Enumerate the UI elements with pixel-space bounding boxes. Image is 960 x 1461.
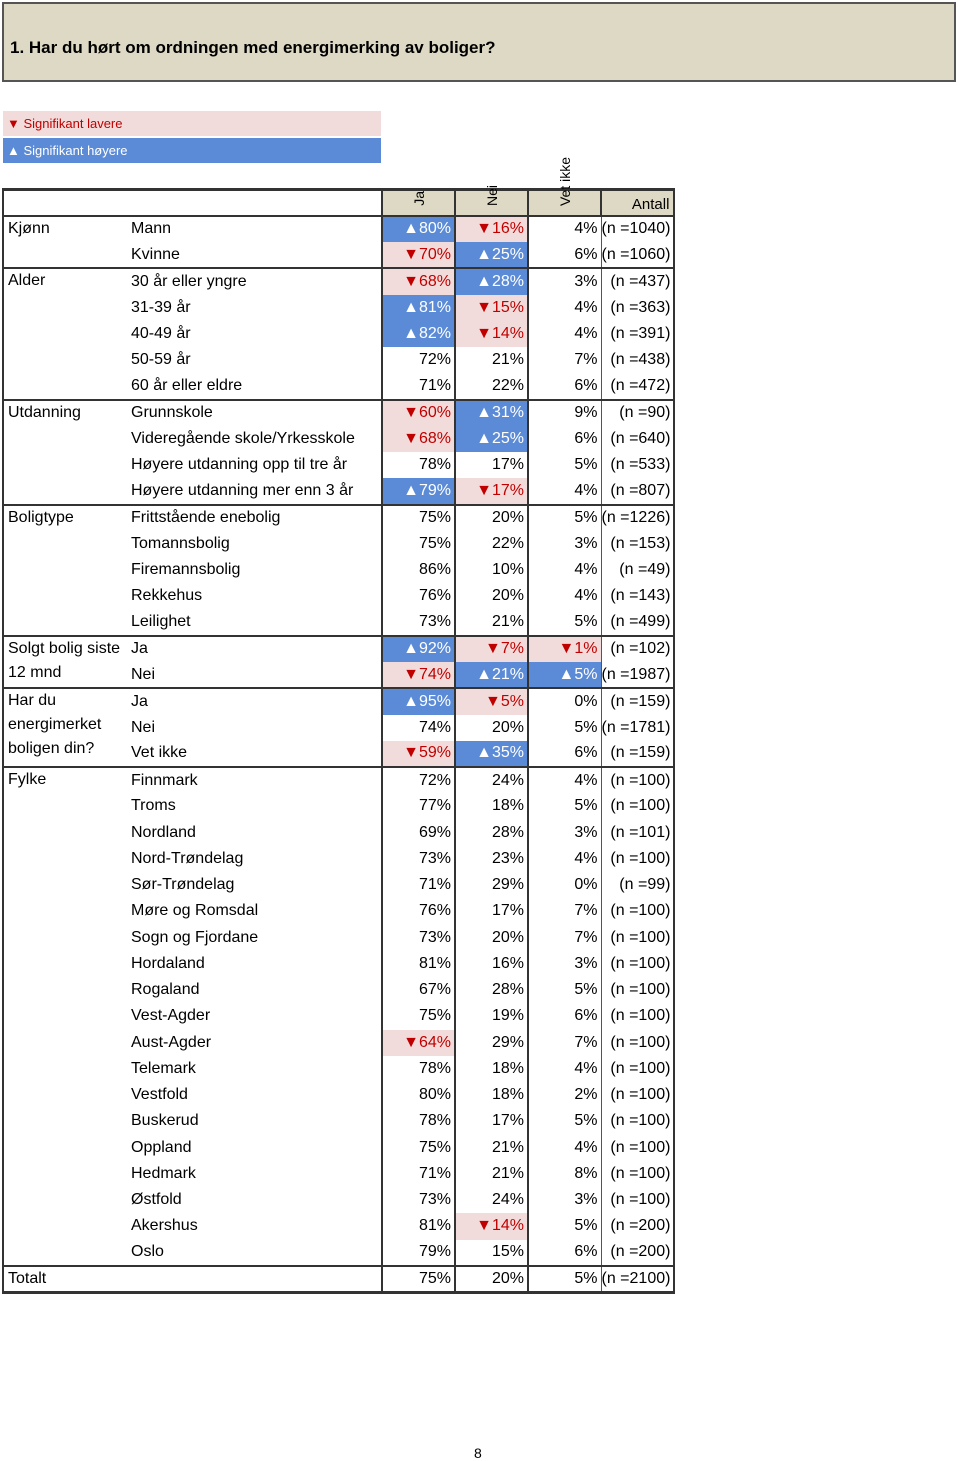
value-vet-ikke: 6% (528, 242, 601, 268)
value-ja: ▼59% (382, 741, 455, 767)
value-ja: 73% (382, 846, 455, 872)
row-label: Møre og Romsdal (131, 902, 259, 920)
value-antall: (n =100) (601, 977, 674, 1003)
group-label: Boligtype (3, 505, 125, 636)
row-label: Vet ikke (131, 744, 188, 762)
value-ja: 78% (382, 1056, 455, 1082)
row-label: Mann (125, 216, 382, 242)
value-ja: ▼70% (382, 242, 455, 268)
value-ja: 73% (382, 925, 455, 951)
value-vet-ikke: 6% (528, 1240, 601, 1266)
row-label: Nei (131, 665, 156, 683)
value-antall: (n =100) (601, 925, 674, 951)
value-ja: 77% (382, 793, 455, 819)
value-antall: (n =100) (601, 1108, 674, 1134)
value-ja: 73% (382, 610, 455, 636)
value-nei: 21% (455, 610, 528, 636)
value-ja: 75% (382, 531, 455, 557)
value-ja: 75% (382, 1003, 455, 1029)
value-vet-ikke: 4% (528, 478, 601, 504)
table-row (3, 400, 674, 426)
value-vet-ikke: 3% (528, 268, 601, 294)
value-antall: (n =90) (601, 400, 674, 426)
value-ja: 71% (382, 373, 455, 399)
value-vet-ikke: 7% (528, 347, 601, 373)
row-label: Vest-Agder (131, 1007, 211, 1025)
group-label: Fylke (3, 767, 125, 1266)
value-antall: (n =100) (601, 1187, 674, 1213)
value-antall: (n =438) (601, 347, 674, 373)
value-vet-ikke: 0% (528, 688, 601, 714)
group-label: Totalt (3, 1266, 125, 1293)
value-antall: (n =100) (601, 1003, 674, 1029)
value-antall: (n =200) (601, 1240, 674, 1266)
row-label: Hedmark (131, 1164, 196, 1182)
row-label: Rogaland (131, 981, 200, 999)
value-antall: (n =101) (601, 820, 674, 846)
value-ja: 69% (382, 820, 455, 846)
value-vet-ikke: 0% (528, 872, 601, 898)
value-vet-ikke: 8% (528, 1161, 601, 1187)
value-antall: (n =102) (601, 636, 674, 662)
value-antall: (n =1060) (601, 242, 674, 268)
value-nei: ▲21% (455, 662, 528, 688)
value-vet-ikke: 4% (528, 557, 601, 583)
value-ja: 74% (382, 715, 455, 741)
value-ja: 72% (382, 767, 455, 793)
value-vet-ikke: 7% (528, 1030, 601, 1056)
row-label: Buskerud (131, 1112, 199, 1130)
value-antall: (n =99) (601, 872, 674, 898)
value-vet-ikke: 4% (528, 295, 601, 321)
value-ja: ▲82% (382, 321, 455, 347)
value-ja: 79% (382, 1240, 455, 1266)
row-label: Nord-Trøndelag (131, 849, 244, 867)
row-label: Finnmark (125, 767, 382, 793)
value-antall: (n =437) (601, 268, 674, 294)
value-ja: 71% (382, 1161, 455, 1187)
row-label: 60 år eller eldre (131, 376, 243, 394)
value-ja: ▼64% (382, 1030, 455, 1056)
value-nei: 17% (455, 898, 528, 924)
value-ja: ▼68% (382, 426, 455, 452)
value-nei: ▼16% (455, 216, 528, 242)
value-nei: ▲31% (455, 400, 528, 426)
row-label: Kvinne (131, 245, 180, 263)
row-label: Ja (125, 688, 382, 714)
value-antall: (n =200) (601, 1213, 674, 1239)
group-label: Har du energimerket boligen din? (3, 688, 125, 767)
value-nei: 17% (455, 452, 528, 478)
value-nei: 20% (455, 505, 528, 531)
header-blank (3, 190, 382, 216)
value-vet-ikke: 5% (528, 977, 601, 1003)
row-label: Akershus (131, 1217, 198, 1235)
question-title: 1. Har du hørt om ordningen med energimerking av boliger? (10, 38, 496, 57)
value-nei: 28% (455, 977, 528, 1003)
column-header-vet-ikke: Vet ikke (528, 190, 601, 216)
value-ja: ▲80% (382, 216, 455, 242)
group-label: Kjønn (3, 216, 125, 269)
row-label: Hordaland (131, 954, 205, 972)
value-vet-ikke: 6% (528, 1003, 601, 1029)
value-nei: 24% (455, 767, 528, 793)
value-ja: 71% (382, 872, 455, 898)
value-antall: (n =100) (601, 951, 674, 977)
value-antall: (n =159) (601, 688, 674, 714)
value-nei: ▲25% (455, 426, 528, 452)
row-label: Sogn og Fjordane (131, 928, 259, 946)
table-row (3, 688, 674, 714)
value-vet-ikke: 4% (528, 321, 601, 347)
row-label: Videregående skole/Yrkesskole (131, 429, 355, 447)
row-label: Tomannsbolig (131, 534, 230, 552)
table-row (3, 636, 674, 662)
value-antall: (n =533) (601, 452, 674, 478)
value-vet-ikke: 5% (528, 715, 601, 741)
value-nei: 10% (455, 557, 528, 583)
value-nei: ▲35% (455, 741, 528, 767)
row-label: Firemannsbolig (131, 561, 241, 579)
value-vet-ikke: 3% (528, 951, 601, 977)
value-antall: (n =1987) (601, 662, 674, 688)
value-antall: (n =1226) (601, 505, 674, 531)
value-antall: (n =153) (601, 531, 674, 557)
value-antall: (n =49) (601, 557, 674, 583)
value-nei: ▲25% (455, 242, 528, 268)
value-antall: (n =100) (601, 767, 674, 793)
value-nei: ▲28% (455, 268, 528, 294)
legend-significantly-higher: ▲ Signifikant høyere (3, 138, 381, 163)
value-ja: 78% (382, 452, 455, 478)
value-vet-ikke: 5% (528, 452, 601, 478)
value-ja: 76% (382, 583, 455, 609)
value-ja: 75% (382, 1135, 455, 1161)
value-nei: ▼14% (455, 1213, 528, 1239)
value-nei: 24% (455, 1187, 528, 1213)
row-label: Østfold (131, 1191, 182, 1209)
value-antall: (n =100) (601, 1161, 674, 1187)
value-antall: (n =2100) (601, 1266, 674, 1293)
column-header-antall: Antall (601, 190, 674, 216)
value-nei: ▼14% (455, 321, 528, 347)
value-nei: 20% (455, 1266, 528, 1293)
value-antall: (n =159) (601, 741, 674, 767)
value-antall: (n =1781) (601, 715, 674, 741)
value-nei: 16% (455, 951, 528, 977)
value-nei: ▼7% (455, 636, 528, 662)
row-label: Leilighet (131, 613, 191, 631)
value-nei: 15% (455, 1240, 528, 1266)
row-label: Ja (125, 636, 382, 662)
value-ja: 75% (382, 1266, 455, 1293)
value-vet-ikke: 5% (528, 1213, 601, 1239)
row-label: Høyere utdanning mer enn 3 år (131, 481, 354, 499)
group-label: Solgt bolig siste 12 mnd (3, 636, 125, 689)
value-ja: ▲95% (382, 688, 455, 714)
table-row (3, 505, 674, 531)
value-nei: 28% (455, 820, 528, 846)
value-nei: 20% (455, 583, 528, 609)
value-nei: 17% (455, 1108, 528, 1134)
row-label: 40-49 år (131, 324, 191, 342)
value-antall: (n =143) (601, 583, 674, 609)
value-vet-ikke: 4% (528, 767, 601, 793)
group-label: Alder (3, 268, 125, 399)
value-vet-ikke: 3% (528, 1187, 601, 1213)
question-header (2, 2, 956, 82)
row-label: Nei (131, 718, 156, 736)
value-antall: (n =100) (601, 793, 674, 819)
column-header-nei: Nei (455, 190, 528, 216)
table-row (3, 767, 674, 793)
value-antall: (n =807) (601, 478, 674, 504)
group-label: Utdanning (3, 400, 125, 505)
value-vet-ikke: 5% (528, 505, 601, 531)
value-ja: ▲79% (382, 478, 455, 504)
value-vet-ikke: 3% (528, 820, 601, 846)
table-row (3, 268, 674, 294)
value-antall: (n =472) (601, 373, 674, 399)
value-nei: ▼15% (455, 295, 528, 321)
row-label: Nordland (131, 823, 196, 841)
value-nei: 22% (455, 531, 528, 557)
value-vet-ikke: 3% (528, 531, 601, 557)
value-ja: 75% (382, 505, 455, 531)
value-ja: 78% (382, 1108, 455, 1134)
value-nei: 29% (455, 872, 528, 898)
row-label: Vestfold (131, 1086, 188, 1104)
value-ja: 86% (382, 557, 455, 583)
table-row (3, 216, 674, 242)
row-label: Sør-Trøndelag (131, 876, 235, 894)
value-vet-ikke: 5% (528, 793, 601, 819)
value-vet-ikke: 5% (528, 610, 601, 636)
value-nei: 20% (455, 715, 528, 741)
value-vet-ikke: 7% (528, 925, 601, 951)
value-antall: (n =100) (601, 898, 674, 924)
row-label: Grunnskole (125, 400, 382, 426)
value-nei: 22% (455, 373, 528, 399)
value-vet-ikke: 6% (528, 741, 601, 767)
value-ja: 81% (382, 1213, 455, 1239)
value-antall: (n =1040) (601, 216, 674, 242)
value-ja: ▲81% (382, 295, 455, 321)
value-nei: 18% (455, 1082, 528, 1108)
value-ja: ▼74% (382, 662, 455, 688)
row-label: Troms (131, 797, 176, 815)
row-label: Oslo (131, 1243, 164, 1261)
value-vet-ikke: 4% (528, 1135, 601, 1161)
value-vet-ikke: 2% (528, 1082, 601, 1108)
value-vet-ikke: 6% (528, 426, 601, 452)
value-nei: 21% (455, 1161, 528, 1187)
value-nei: 23% (455, 846, 528, 872)
value-antall: (n =499) (601, 610, 674, 636)
row-label: 31-39 år (131, 298, 191, 316)
table-row (3, 1266, 674, 1293)
value-ja: 76% (382, 898, 455, 924)
value-ja: ▼60% (382, 400, 455, 426)
row-label (125, 1266, 382, 1293)
row-label: Høyere utdanning opp til tre år (131, 456, 348, 474)
value-antall: (n =100) (601, 1135, 674, 1161)
value-ja: 72% (382, 347, 455, 373)
value-nei: 20% (455, 925, 528, 951)
value-nei: 19% (455, 1003, 528, 1029)
value-nei: ▼5% (455, 688, 528, 714)
value-antall: (n =391) (601, 321, 674, 347)
value-antall: (n =640) (601, 426, 674, 452)
row-label: Oppland (131, 1138, 192, 1156)
page-number: 8 (474, 1445, 482, 1461)
row-label: 50-59 år (131, 351, 191, 369)
value-vet-ikke: 4% (528, 583, 601, 609)
value-vet-ikke: 7% (528, 898, 601, 924)
value-vet-ikke: 4% (528, 216, 601, 242)
value-antall: (n =100) (601, 1030, 674, 1056)
value-nei: 18% (455, 1056, 528, 1082)
value-antall: (n =100) (601, 1056, 674, 1082)
legend-significantly-lower: ▼ Signifikant lavere (3, 111, 381, 136)
value-antall: (n =100) (601, 846, 674, 872)
value-nei: 29% (455, 1030, 528, 1056)
value-nei: 18% (455, 793, 528, 819)
row-label: Frittstående enebolig (125, 505, 382, 531)
value-vet-ikke: 5% (528, 1108, 601, 1134)
value-vet-ikke: 4% (528, 846, 601, 872)
value-ja: ▼68% (382, 268, 455, 294)
value-antall: (n =100) (601, 1082, 674, 1108)
row-label: Aust-Agder (131, 1033, 212, 1051)
value-ja: ▲92% (382, 636, 455, 662)
column-header-ja: Ja (382, 190, 455, 216)
value-nei: 21% (455, 347, 528, 373)
value-ja: 67% (382, 977, 455, 1003)
value-antall: (n =363) (601, 295, 674, 321)
value-ja: 73% (382, 1187, 455, 1213)
value-ja: 81% (382, 951, 455, 977)
value-nei: 21% (455, 1135, 528, 1161)
value-vet-ikke: ▼1% (528, 636, 601, 662)
results-table (2, 156, 675, 1294)
value-vet-ikke: 4% (528, 1056, 601, 1082)
row-label: 30 år eller yngre (125, 268, 382, 294)
value-ja: 80% (382, 1082, 455, 1108)
value-vet-ikke: 5% (528, 1266, 601, 1293)
row-label: Telemark (131, 1059, 196, 1077)
value-nei: ▼17% (455, 478, 528, 504)
table-header-row (3, 190, 674, 216)
value-vet-ikke: 6% (528, 373, 601, 399)
row-label: Rekkehus (131, 587, 203, 605)
value-vet-ikke: 9% (528, 400, 601, 426)
value-vet-ikke: ▲5% (528, 662, 601, 688)
